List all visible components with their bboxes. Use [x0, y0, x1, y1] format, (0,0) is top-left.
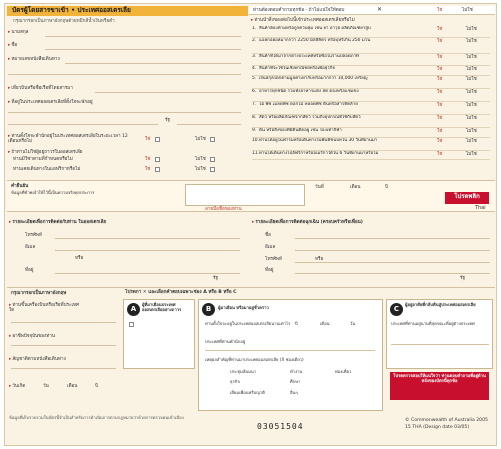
- question-number: 4.: [252, 66, 257, 71]
- passport-field[interactable]: [65, 63, 241, 64]
- question-row: [252, 76, 490, 89]
- family-name-field[interactable]: [45, 36, 241, 37]
- emergency-title: ▸ รายละเอียดเพื่อการติดต่อฉุกเฉิน (ครอบครัวหรือเพื่อน): [252, 220, 363, 225]
- reason-option[interactable]: เยี่ยมเพื่อนหรือญาติ: [230, 390, 265, 395]
- contact-phone-label: โทรศัพท์: [25, 233, 42, 238]
- question-number: 9.: [252, 128, 257, 133]
- answer-yes[interactable]: ใช่: [437, 139, 443, 144]
- copyright: © Commonwealth of Australia 2005: [405, 418, 488, 423]
- contact-left-title: ▸ รายละเอียดเพื่อการติดต่อกับท่าน ในออสเตรเลีย: [9, 220, 106, 225]
- family-name-label: ▸ นามสกุล: [8, 30, 28, 35]
- passport-label: ▸ หมายเลขหนังสือเดินทาง: [8, 57, 60, 62]
- answer-no[interactable]: ไม่ใช่: [466, 103, 477, 108]
- contact-email-label: อีเมล: [25, 245, 36, 250]
- question-number: 2.: [252, 38, 257, 43]
- dob-year: ปี: [95, 384, 98, 389]
- no-header: ไม่ใช่: [462, 8, 473, 13]
- date-month-label: เดือน: [350, 185, 361, 190]
- answer-yes[interactable]: ใช่: [437, 55, 443, 60]
- visa-yes: ใช่: [145, 157, 151, 162]
- serial-number: 03051504: [257, 422, 304, 431]
- question-number: 1.: [252, 26, 257, 31]
- answer-no[interactable]: ไม่ใช่: [466, 77, 477, 82]
- please-turn-over-button: โปรดพลิก: [445, 192, 489, 204]
- passenger-card: [4, 3, 497, 446]
- b-year: ปี: [295, 321, 298, 326]
- contact-email-field[interactable]: [55, 250, 240, 251]
- answer-yes[interactable]: ใช่: [437, 39, 443, 44]
- emergency-state-label: รัฐ: [460, 276, 466, 281]
- occupation-field[interactable]: [11, 345, 116, 346]
- section-b-badge: B: [202, 303, 215, 316]
- nationality-label: ▸ สัญชาติตามหนังสือเดินทาง: [9, 357, 66, 362]
- declaration-text: ข้อมูลที่ข้าพเจ้าให้ไว้นี้เป็นความจริงทุกประการ: [11, 190, 95, 195]
- emergency-address-field[interactable]: [295, 273, 490, 274]
- section-c-title: ผู้อยู่อาศัยที่กลับคืนสู่ประเทศออสเตรเลีย: [405, 302, 476, 307]
- question-row: [252, 138, 490, 151]
- b-duration-label: ท่านตั้งใจจะอยู่ในประเทศออสเตรเลียนานเท่าไร: [205, 321, 291, 326]
- nationality-field[interactable]: [11, 368, 116, 369]
- disease-yes-checkbox[interactable]: [155, 167, 160, 172]
- question-text: ท่านได้อยู่ในฟาร์มหรือเดินทางในพื้นที่ชนบทใน 30 วันที่ผ่านมา: [259, 138, 378, 143]
- design-date: 15 THA (Design date 03/05): [405, 425, 470, 430]
- question-row: [252, 115, 490, 128]
- stay-12-months-label: ▸ ท่านตั้งใจจะพำนักอยู่ในประเทศออสเตรเลียในระยะเวลา 12 เดือนหรือไม่: [8, 134, 128, 145]
- reason-option[interactable]: ศึกษา: [290, 379, 301, 384]
- section-a-title: ผู้ที่มาเยือนประเทศ ออสเตรเลียอย่างถาวร: [142, 302, 182, 312]
- reason-option[interactable]: อื่นๆ: [290, 390, 298, 395]
- section-a-badge: A: [127, 303, 140, 316]
- stay-yes: ใช่: [145, 137, 151, 142]
- answer-no[interactable]: ไม่ใช่: [466, 139, 477, 144]
- question-text: อาหารทุกชนิด รวมทั้งอาหารแห้ง สด ดองหรือแช่แข็ง: [259, 89, 359, 94]
- bottom-title: กรุณากรอกเป็นภาษาอังกฤษ: [11, 291, 67, 296]
- b-reason-label: เหตุผลสำคัญที่ท่านมาประเทศออสเตรเลีย (X ช่องเดียว): [205, 357, 304, 362]
- language-label: Thai: [475, 205, 486, 211]
- emergency-or: หรือ: [315, 257, 324, 262]
- question-row: [252, 102, 490, 115]
- question-text: ดิน หรือสิ่งของที่มีดินติดอยู่ เช่น รองเท้ากีฬา: [259, 128, 342, 133]
- boarded-country-label: ▸ ท่านขึ้นเครื่องบินหรือเรือที่ประเทศใด: [9, 303, 84, 314]
- question-number: 8.: [252, 115, 257, 120]
- c-country-label: ประเทศที่ท่านอยู่นานที่สุดขณะที่อยู่ต่างประเทศ: [391, 321, 475, 326]
- question-text: สินค้าที่ได้มาจากต่างประเทศหรือซื้อในร้านปลอดภาษี: [259, 54, 359, 59]
- address-label: ▸ ที่อยู่ในประเทศออสเตรเลียที่ตั้งใจจะพักอยู่: [8, 100, 93, 105]
- question-row: [252, 54, 490, 66]
- question-text: สินค้าต้องห้ามหรือถูกควบคุม เช่น ยา อาวุธ ผลิตภัณฑ์ยาสูบ: [259, 26, 371, 31]
- answer-yes[interactable]: ใช่: [437, 129, 443, 134]
- stay-yes-checkbox[interactable]: [155, 137, 160, 142]
- section-b-title: ผู้มาเยือน หรือมาอยู่ชั่วคราว: [218, 305, 269, 310]
- footer-note: ข้อมูลที่เก็บรวบรวมในบัตรนี้จำเป็นสำหรับการดำเนินการตามกฎหมายว่าด้วยการตรวจคนเข้าเมือง: [9, 415, 184, 420]
- answer-yes[interactable]: ใช่: [437, 116, 443, 121]
- question-row: [252, 38, 490, 54]
- reason-option[interactable]: ธุรกิจ: [230, 379, 240, 384]
- date-day-label: วันที่: [315, 185, 324, 190]
- question-text: เงินสกุลใดก็ตามมูลค่าเท่ากับหรือมากกว่า 10,000 เหรียญ: [259, 76, 368, 81]
- answer-yes[interactable]: ใช่: [437, 152, 443, 157]
- choose-instruction: โปรดกา ✕ และเลือกคำตอบเฉพาะช่อง A หรือ B หรือ C: [125, 290, 237, 295]
- instruction-text: กรุณากรอกเป็นภาษาอังกฤษด้วยหมึกสีน้ำเงินหรือดำ: [13, 19, 115, 24]
- question-text: แอลกอฮอล์มากกว่า 2250 มิลลิลิตร หรือบุหรี่เกิน 250 มวน: [259, 38, 371, 43]
- emergency-phone-label: โทรศัพท์: [265, 257, 282, 262]
- question-number: 11.: [252, 151, 259, 156]
- questions-header: [249, 6, 495, 15]
- nonresident-label: ▸ ถ้าท่านไม่ใช่ผู้อยู่ถาวรในออสเตรเลีย: [8, 150, 82, 155]
- answer-yes[interactable]: ใช่: [437, 103, 443, 108]
- questions-head-text: ท่านต้องตอบคำถามทุกข้อ - ถ้าไม่แน่ใจให้ตอบ: [253, 8, 345, 13]
- answer-yes[interactable]: ใช่: [437, 67, 443, 72]
- contact-or: หรือ: [75, 256, 84, 261]
- answer-no[interactable]: ไม่ใช่: [466, 39, 477, 44]
- question-row: [252, 66, 490, 76]
- question-number: 3.: [252, 54, 257, 59]
- visa-question: ท่านมีวีซ่าตามที่กำหนดหรือไม่: [13, 157, 73, 162]
- boarded-country-field[interactable]: [11, 322, 116, 323]
- emergency-phone-field[interactable]: [295, 262, 490, 263]
- given-name-field[interactable]: [45, 49, 241, 50]
- address-field-1[interactable]: [8, 112, 241, 113]
- question-row: [252, 151, 490, 160]
- b-day: วัน: [350, 321, 356, 326]
- contact-phone-field[interactable]: [55, 238, 240, 239]
- question-number: 7.: [252, 102, 257, 107]
- b-month: เดือน: [320, 321, 330, 326]
- dob-month: เดือน: [67, 384, 78, 389]
- state-label: รัฐ: [165, 118, 171, 123]
- visa-no-checkbox[interactable]: [210, 157, 215, 162]
- given-name-label: ▸ ชื่อ: [8, 43, 17, 48]
- emergency-name-field[interactable]: [295, 238, 490, 239]
- visa-yes-checkbox[interactable]: [155, 157, 160, 162]
- emergency-email-field[interactable]: [295, 250, 490, 251]
- question-text: ท่านได้เดินทางไปอัฟริกาหรืออเมริกาใต้ใน 6 วันที่ผ่านมาหรือไม่: [259, 151, 379, 156]
- answer-no[interactable]: ไม่ใช่: [466, 55, 477, 60]
- address-field-2[interactable]: [8, 124, 158, 125]
- state-field[interactable]: [177, 124, 241, 125]
- declaration-label: คำยืนยัน: [11, 184, 29, 189]
- answer-no[interactable]: ไม่ใช่: [466, 90, 477, 95]
- x-mark-icon: ✕: [377, 6, 383, 13]
- b-residence-label: ประเทศที่ท่านพำนักอยู่: [205, 339, 246, 344]
- answer-no[interactable]: ไม่ใช่: [466, 116, 477, 121]
- answer-yes[interactable]: ใช่: [437, 77, 443, 82]
- answer-no[interactable]: ไม่ใช่: [466, 27, 477, 32]
- emergency-name-label: ชื่อ: [265, 233, 271, 238]
- passport-extra-field[interactable]: [8, 74, 241, 75]
- divider: [7, 287, 495, 288]
- answer-no[interactable]: ไม่ใช่: [466, 129, 477, 134]
- disease-no: ไม่ใช่: [195, 167, 206, 172]
- contact-address-label: ที่อยู่: [25, 268, 34, 273]
- reason-option[interactable]: ท่องเที่ยว: [335, 369, 352, 374]
- flight-label: ▸ เที่ยวบินหรือชื่อเรือที่โดยสารมา: [8, 86, 73, 91]
- question-text: สัตว์ หรือผลิตภัณฑ์จากสัตว์ รวมถึงอุปกรณ์ที่ใช้กับสัตว์: [259, 115, 361, 120]
- stay-no-checkbox[interactable]: [210, 137, 215, 142]
- answer-no[interactable]: ไม่ใช่: [466, 67, 477, 72]
- yes-header: ใช่: [437, 8, 443, 13]
- flight-field[interactable]: [95, 92, 241, 93]
- question-number: 5.: [252, 76, 257, 81]
- card-title: บัตรผู้โดยสารขาเข้า • ประเทศออสเตรเลีย: [7, 6, 248, 16]
- reason-option[interactable]: ประชุมสัมมนา: [230, 369, 257, 374]
- question-row: [252, 89, 490, 102]
- contact-address-field[interactable]: [55, 273, 240, 274]
- section-a-checkbox[interactable]: [129, 322, 134, 327]
- stay-no: ไม่ใช่: [195, 137, 206, 142]
- emergency-address-label: ที่อยู่: [265, 268, 274, 273]
- question-row: [252, 128, 490, 138]
- disease-question: ท่านเคยเดินทางในแอฟริกาหรือไม่: [13, 167, 81, 172]
- date-year-label: ปี: [385, 185, 388, 190]
- answer-no[interactable]: ไม่ใช่: [466, 152, 477, 157]
- emergency-email-label: อีเมล: [265, 245, 276, 250]
- section-c-badge: C: [390, 303, 403, 316]
- b-residence-field[interactable]: [205, 350, 375, 351]
- question-text: สินค้าที่จะใช้ในเชิงพาณิชย์หรือเพื่อธุรกิจ: [259, 66, 335, 71]
- c-country-field[interactable]: [391, 344, 489, 345]
- occupation-label: ▸ อาชีพปัจจุบันของท่าน: [9, 334, 55, 339]
- signature-box[interactable]: [185, 184, 305, 206]
- dob-label: ▸ วันเกิด: [9, 384, 25, 389]
- question-row: [252, 26, 490, 38]
- questions-intro: ▸ ท่านนำสิ่งของต่อไปนี้เข้าประเทศออสเตรเลียหรือไม่: [251, 18, 355, 23]
- disease-no-checkbox[interactable]: [210, 167, 215, 172]
- answer-yes[interactable]: ใช่: [437, 27, 443, 32]
- visa-no: ไม่ใช่: [195, 157, 206, 162]
- reason-option[interactable]: ทำงาน: [290, 369, 303, 374]
- contact-state-label: รัฐ: [213, 276, 219, 281]
- question-number: 6.: [252, 89, 257, 94]
- answer-yes[interactable]: ใช่: [437, 90, 443, 95]
- red-note: โปรดตรวจสอบให้แน่ใจว่า ท่านตอบคำถามที่อยู่ด้านหลังของบัตรนี้ทุกข้อ: [390, 372, 489, 400]
- dob-day: วัน: [43, 384, 49, 389]
- signature-hint: ลายมือชื่อของท่าน: [205, 207, 242, 212]
- question-text: ไม้ พืช เมล็ดพืช ดอกไม้ หลอดพืช ดินหรือสารที่คล้าย: [259, 102, 358, 107]
- disease-yes: ใช่: [145, 167, 151, 172]
- question-number: 10.: [252, 138, 259, 143]
